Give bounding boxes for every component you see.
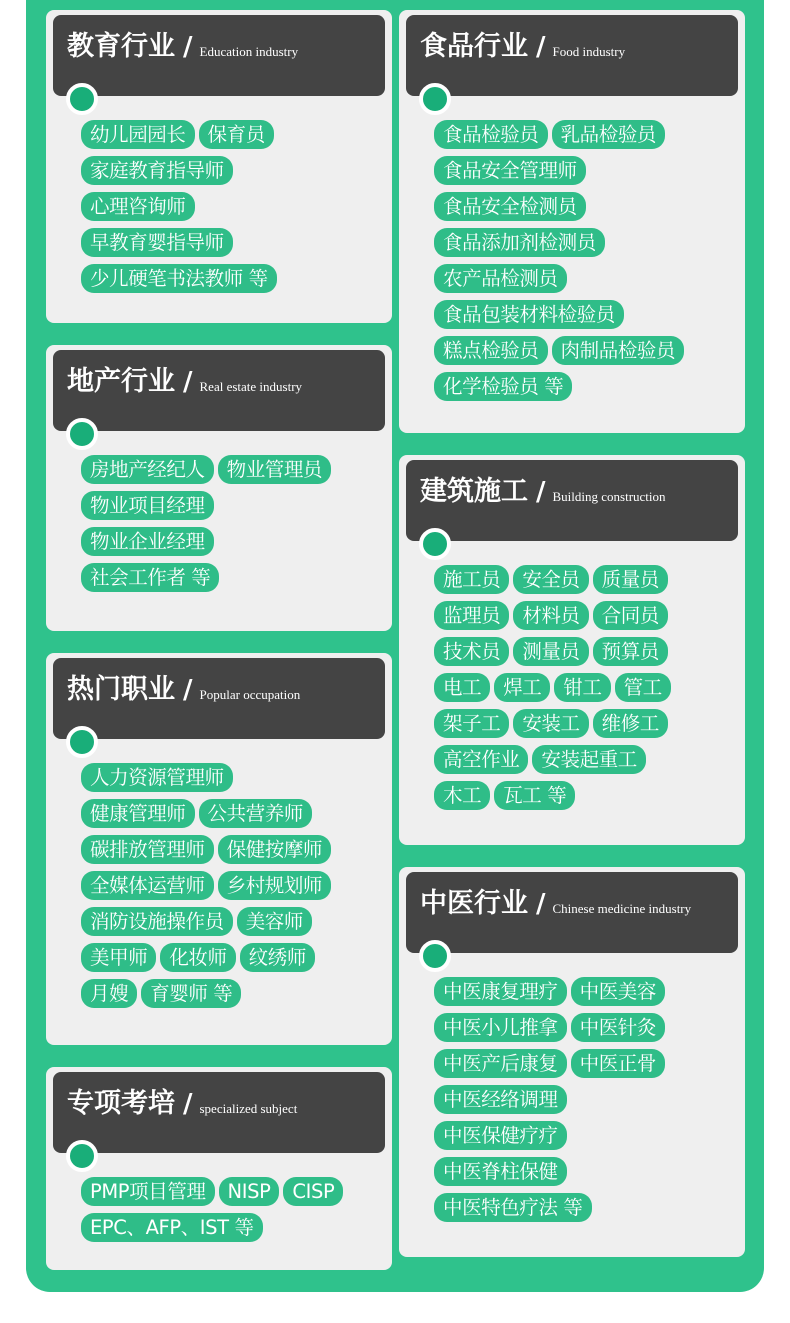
card-construction — [399, 455, 745, 845]
bullet-dot-icon — [66, 418, 98, 450]
tag-row — [434, 120, 688, 149]
tag-row — [434, 192, 688, 221]
card-education — [46, 10, 392, 323]
bullet-dot-icon — [66, 726, 98, 758]
tag-row — [434, 300, 688, 329]
tag-row — [434, 637, 675, 666]
card-special — [46, 1067, 392, 1270]
occupation-tag: 早教育婴指导师 — [81, 228, 233, 257]
occupation-tag: 公共营养师 — [199, 799, 313, 828]
card-title: 食品行业 — [420, 31, 528, 62]
bullet-dot-icon — [66, 1140, 98, 1172]
tag-list — [434, 120, 688, 408]
tag-row — [81, 799, 335, 828]
occupation-tag: 物业企业经理 — [81, 527, 214, 556]
card-subtitle: Food industry — [552, 44, 626, 59]
occupation-tag: 全媒体运营师 — [81, 871, 214, 900]
card-subtitle: Popular occupation — [199, 687, 301, 702]
tag-row — [434, 781, 675, 810]
tag-row — [434, 372, 688, 401]
occupation-tag: 食品安全检测员 — [434, 192, 586, 221]
occupation-tag: 化学检验员 等 — [434, 372, 572, 401]
tag-row — [81, 907, 335, 936]
occupation-tag: 中医美容 — [571, 977, 665, 1006]
occupation-tag: 中医保健疗疗 — [434, 1121, 567, 1150]
occupation-tag: 架子工 — [434, 709, 509, 738]
occupation-tag: 月嫂 — [81, 979, 137, 1008]
card-subtitle: Chinese medicine industry — [552, 901, 692, 916]
card-popular — [46, 653, 392, 1045]
tag-list — [81, 763, 335, 1015]
occupation-tag: 瓦工 等 — [494, 781, 575, 810]
tag-row — [434, 1013, 669, 1042]
title-slash: / — [536, 889, 546, 919]
bullet-dot-icon — [66, 83, 98, 115]
card-title: 地产行业 — [67, 366, 175, 397]
tag-row — [81, 491, 335, 520]
tag-row — [81, 527, 335, 556]
tag-row — [434, 709, 675, 738]
occupation-tag: 中医小儿推拿 — [434, 1013, 567, 1042]
tag-row — [434, 565, 675, 594]
card-title: 教育行业 — [67, 31, 175, 62]
occupation-tag: 碳排放管理师 — [81, 835, 214, 864]
tag-row — [81, 120, 281, 149]
occupation-tag: 质量员 — [593, 565, 668, 594]
tag-row — [434, 1085, 669, 1114]
occupation-tag: EPC、AFP、IST 等 — [81, 1213, 263, 1242]
tag-row — [81, 1213, 347, 1242]
occupation-tag: 食品包装材料检验员 — [434, 300, 624, 329]
card-title: 专项考培 — [67, 1088, 175, 1119]
occupation-tag: 中医产后康复 — [434, 1049, 567, 1078]
tag-row — [81, 264, 281, 293]
occupation-tag: 钳工 — [554, 673, 610, 702]
card-subtitle: Real estate industry — [199, 379, 303, 394]
occupation-tag: 材料员 — [513, 601, 588, 630]
occupation-tag: 农产品检测员 — [434, 264, 567, 293]
occupation-tag: 保育员 — [199, 120, 274, 149]
occupation-tag: 监理员 — [434, 601, 509, 630]
bullet-dot-icon — [419, 83, 451, 115]
occupation-tag: 食品安全管理师 — [434, 156, 586, 185]
occupation-tag: 家庭教育指导师 — [81, 156, 233, 185]
occupation-tag: 电工 — [434, 673, 490, 702]
tag-row — [81, 455, 335, 484]
occupation-tag: CISP — [283, 1177, 343, 1206]
title-slash: / — [183, 1089, 193, 1119]
occupation-tag: 维修工 — [593, 709, 668, 738]
occupation-tag: 健康管理师 — [81, 799, 195, 828]
tag-row — [81, 228, 281, 257]
card-title: 中医行业 — [420, 888, 528, 919]
occupation-tag: 物业管理员 — [218, 455, 332, 484]
occupation-tag: NISP — [219, 1177, 280, 1206]
occupation-tag: 安装起重工 — [532, 745, 646, 774]
tag-row — [434, 673, 675, 702]
occupation-tag: 焊工 — [494, 673, 550, 702]
occupation-tag: 安全员 — [513, 565, 588, 594]
title-slash: / — [183, 675, 193, 705]
occupation-tag: PMP项目管理 — [81, 1177, 215, 1206]
occupation-tag: 食品检验员 — [434, 120, 548, 149]
tag-row — [434, 601, 675, 630]
occupation-tag: 心理咨询师 — [81, 192, 195, 221]
tag-list — [81, 455, 335, 599]
title-slash: / — [183, 367, 193, 397]
occupation-tag: 乡村规划师 — [218, 871, 332, 900]
card-subtitle: Building construction — [552, 489, 666, 504]
occupation-tag: 化妆师 — [160, 943, 235, 972]
occupation-tag: 纹绣师 — [240, 943, 315, 972]
tag-row — [434, 156, 688, 185]
tag-row — [81, 563, 335, 592]
occupation-tag: 木工 — [434, 781, 490, 810]
title-slash: / — [536, 32, 546, 62]
tag-row — [81, 835, 335, 864]
occupation-tag: 食品添加剂检测员 — [434, 228, 605, 257]
occupation-tag: 育婴师 等 — [141, 979, 241, 1008]
occupation-tag: 中医康复理疗 — [434, 977, 567, 1006]
tag-row — [434, 1157, 669, 1186]
card-header — [53, 1072, 385, 1153]
bullet-dot-icon — [419, 940, 451, 972]
tag-row — [81, 979, 335, 1008]
tag-list — [81, 1177, 347, 1249]
card-food — [399, 10, 745, 433]
occupation-tag: 中医经络调理 — [434, 1085, 567, 1114]
occupation-tag: 消防设施操作员 — [81, 907, 233, 936]
occupation-tag: 糕点检验员 — [434, 336, 548, 365]
occupation-tag: 房地产经纪人 — [81, 455, 214, 484]
occupation-tag: 施工员 — [434, 565, 509, 594]
tag-row — [434, 228, 688, 257]
occupation-tag: 中医正骨 — [571, 1049, 665, 1078]
tag-list — [434, 977, 669, 1229]
occupation-tag: 高空作业 — [434, 745, 528, 774]
occupation-tag: 乳品检验员 — [552, 120, 666, 149]
card-header — [406, 872, 738, 953]
tag-row — [434, 264, 688, 293]
tag-row — [81, 871, 335, 900]
card-header — [53, 15, 385, 96]
occupation-tag: 美容师 — [237, 907, 312, 936]
occupation-tag: 社会工作者 等 — [81, 563, 219, 592]
occupation-tag: 人力资源管理师 — [81, 763, 233, 792]
card-subtitle: specialized subject — [199, 1101, 298, 1116]
occupation-tag: 合同员 — [593, 601, 668, 630]
tag-list — [81, 120, 281, 300]
tag-row — [434, 1193, 669, 1222]
card-header — [406, 460, 738, 541]
occupation-tag: 中医特色疗法 等 — [434, 1193, 592, 1222]
tag-row — [434, 336, 688, 365]
card-header — [406, 15, 738, 96]
tag-row — [434, 745, 675, 774]
card-title: 热门职业 — [67, 674, 175, 705]
occupation-tag: 少儿硬笔书法教师 等 — [81, 264, 277, 293]
occupation-tag: 管工 — [615, 673, 671, 702]
occupation-tag: 预算员 — [593, 637, 668, 666]
tag-row — [434, 1049, 669, 1078]
card-realestate — [46, 345, 392, 631]
tag-row — [81, 156, 281, 185]
title-slash: / — [536, 477, 546, 507]
occupation-tag: 中医脊柱保健 — [434, 1157, 567, 1186]
bullet-dot-icon — [419, 528, 451, 560]
tag-row — [81, 1177, 347, 1206]
card-tcm — [399, 867, 745, 1257]
tag-list — [434, 565, 675, 817]
occupation-tag: 肉制品检验员 — [552, 336, 685, 365]
occupation-tag: 物业项目经理 — [81, 491, 214, 520]
occupation-tag: 安装工 — [513, 709, 588, 738]
card-subtitle: Education industry — [199, 44, 299, 59]
occupation-tag: 幼儿园园长 — [81, 120, 195, 149]
tag-row — [81, 763, 335, 792]
occupation-tag: 技术员 — [434, 637, 509, 666]
card-header — [53, 658, 385, 739]
title-slash: / — [183, 32, 193, 62]
occupation-tag: 中医针灸 — [571, 1013, 665, 1042]
card-header — [53, 350, 385, 431]
occupation-tag: 测量员 — [513, 637, 588, 666]
tag-row — [81, 943, 335, 972]
card-title: 建筑施工 — [420, 476, 528, 507]
tag-row — [81, 192, 281, 221]
tag-row — [434, 1121, 669, 1150]
occupation-tag: 美甲师 — [81, 943, 156, 972]
occupation-tag: 保健按摩师 — [218, 835, 332, 864]
tag-row — [434, 977, 669, 1006]
